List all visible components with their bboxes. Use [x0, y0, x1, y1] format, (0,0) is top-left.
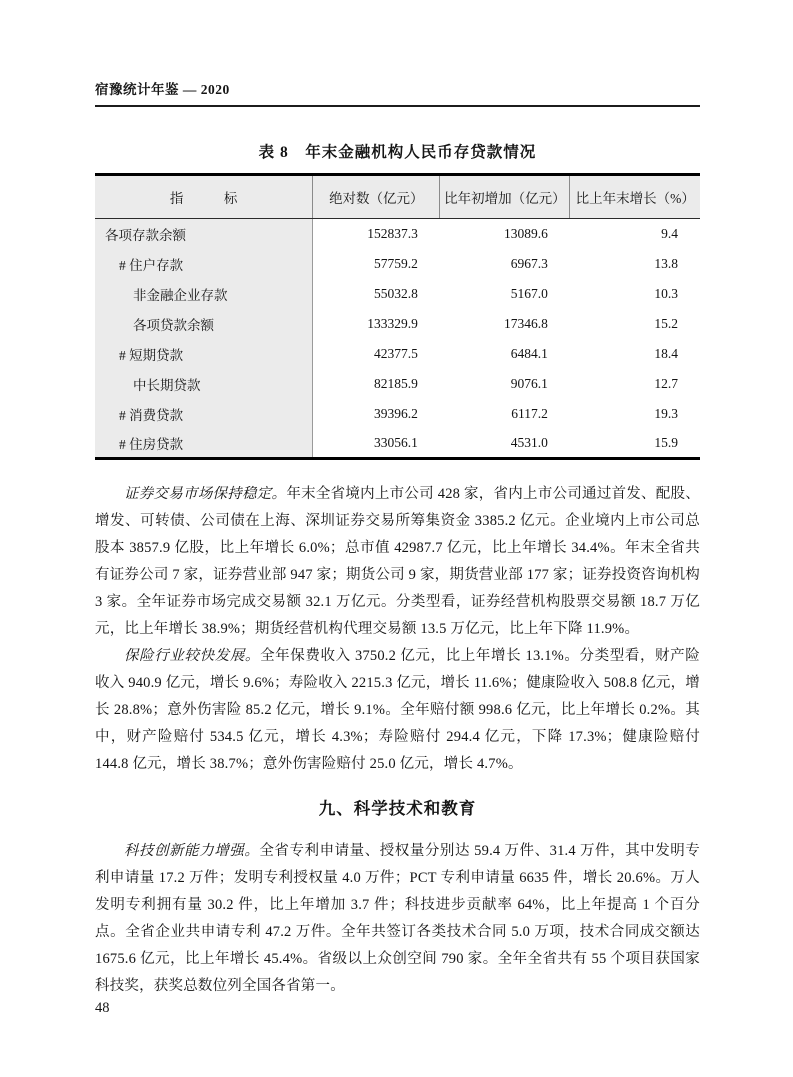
running-head: 宿豫统计年鉴 — 2020	[95, 78, 700, 107]
value-cell: 6117.2	[511, 405, 548, 421]
value-cell: 15.9	[654, 434, 678, 450]
indicator-cell: 中长期贷款	[95, 369, 313, 399]
table-row	[95, 429, 700, 459]
value-cell: 19.3	[654, 405, 678, 421]
paragraph-text: 年末全省境内上市公司 428 家，省内上市公司通过首发、配股、增发、可转债、公司债在上海、深圳证券交易所筹集资金 3385.2 亿元。企业境内上市公司总股本 3857.9 亿股，比上年增长 6.0%；总市值 42987.7 亿元，比上年增长 34.4%。年末全省共有证券公司 7 家，证券营业部 947 家；期货公司 9 家，期货营业部 177 家；证券投资咨询机构 3 家。全年证券市场完成交易额 32.1 万亿元。分类型看，证券经营机构股票交易额 18.7 万亿元，比上年增长 38.9%；期货经营机构代理交易额 13.5 万亿元，比上年下降 11.9%。	[95, 486, 700, 637]
paragraph-science	[95, 838, 700, 1000]
value-cell: 6967.3	[510, 255, 548, 271]
deposits-loans-table	[95, 173, 700, 460]
value-cell: 13089.6	[504, 225, 548, 241]
paragraph-text: 全年保费收入 3750.2 亿元，比上年增长 13.1%。分类型看，财产险收入 940.9 亿元，增长 9.6%；寿险收入 2215.3 亿元，增长 11.6%；健康险收入 508.8 亿元，增长 28.8%；意外伤害险 85.2 亿元，增长 9.1%。全年赔付额 998.6 亿元，比上年增长 0.2%。其中，财产险赔付 534.5 亿元，增长 4.3%；寿险赔付 294.4 亿元，下降 17.3%；健康险赔付 144.8 亿元，增长 38.7%；意外伤害险赔付 25.0 亿元，增长 4.7%。	[95, 648, 700, 772]
value-cell: 9.4	[661, 225, 678, 241]
indicator-cell: # 消费贷款	[95, 399, 313, 429]
paragraph-insurance	[95, 643, 700, 778]
value-cell: 18.4	[654, 345, 678, 361]
value-cell: 10.3	[654, 285, 678, 301]
value-cell: 82185.9	[373, 375, 418, 391]
indicator-cell: 各项贷款余额	[95, 309, 313, 339]
value-cell: 5167.0	[510, 285, 548, 301]
table-row	[95, 339, 700, 369]
value-cell: 57759.2	[373, 255, 418, 271]
section-heading: 九、科学技术和教育	[318, 799, 477, 818]
body-text	[95, 481, 700, 1000]
value-cell: 4531.0	[510, 434, 548, 450]
value-cell: 12.7	[654, 375, 678, 391]
paragraph-securities	[95, 481, 700, 643]
indicator-cell: # 短期贷款	[95, 339, 313, 369]
value-cell: 6484.1	[510, 345, 548, 361]
page-number: 48	[95, 1000, 110, 1016]
paragraph-lead: 保险行业较快发展。	[124, 648, 261, 664]
value-cell: 15.2	[654, 315, 678, 331]
value-cell: 9076.1	[510, 375, 548, 391]
indicator-cell: 非金融企业存款	[95, 279, 313, 309]
value-cell: 133329.9	[367, 315, 418, 331]
value-cell: 55032.8	[373, 285, 418, 301]
value-cell: 152837.3	[367, 225, 418, 241]
value-cell: 17346.8	[504, 315, 548, 331]
indicator-cell: 各项存款余额	[95, 219, 313, 249]
column-header-absolute: 绝对数（亿元）	[313, 175, 440, 219]
indicator-cell: # 住户存款	[95, 249, 313, 279]
table-row	[95, 219, 700, 249]
column-header-growth: 比上年末增长（%）	[570, 175, 700, 219]
table-title: 表 8 年末金融机构人民币存贷款情况	[258, 144, 537, 161]
table-row	[95, 369, 700, 399]
value-cell: 39396.2	[373, 405, 418, 421]
table-row	[95, 249, 700, 279]
paragraph-lead: 证券交易市场保持稳定。	[124, 486, 287, 502]
value-cell: 13.8	[654, 255, 678, 271]
paragraph-lead: 科技创新能力增强。	[124, 843, 260, 859]
column-header-indicator: 指 标	[95, 175, 313, 219]
column-header-increase: 比年初增加（亿元）	[440, 175, 570, 219]
value-cell: 42377.5	[373, 345, 418, 361]
table-row	[95, 309, 700, 339]
table-row	[95, 399, 700, 429]
paragraph-text: 全省专利申请量、授权量分别达 59.4 万件、31.4 万件，其中发明专利申请量 17.2 万件；发明专利授权量 4.0 万件；PCT 专利申请量 6635 件，增长 20.6%。万人发明专利拥有量 30.2 件，比上年增加 3.7 件；科技进步贡献率 64%，比上年提高 1 个百分点。全省企业共申请专利 47.2 万件。全年共签订各类技术合同 5.0 万项，技术合同成交额达 1675.6 亿元，比上年增长 45.4%。省级以上众创空间 790 家。全年全省共有 55 个项目获国家科技奖，获奖总数位列全国各省第一。	[95, 843, 700, 994]
value-cell: 33056.1	[373, 434, 418, 450]
table-row	[95, 279, 700, 309]
table-header-row	[95, 175, 700, 219]
indicator-cell: # 住房贷款	[95, 429, 313, 459]
